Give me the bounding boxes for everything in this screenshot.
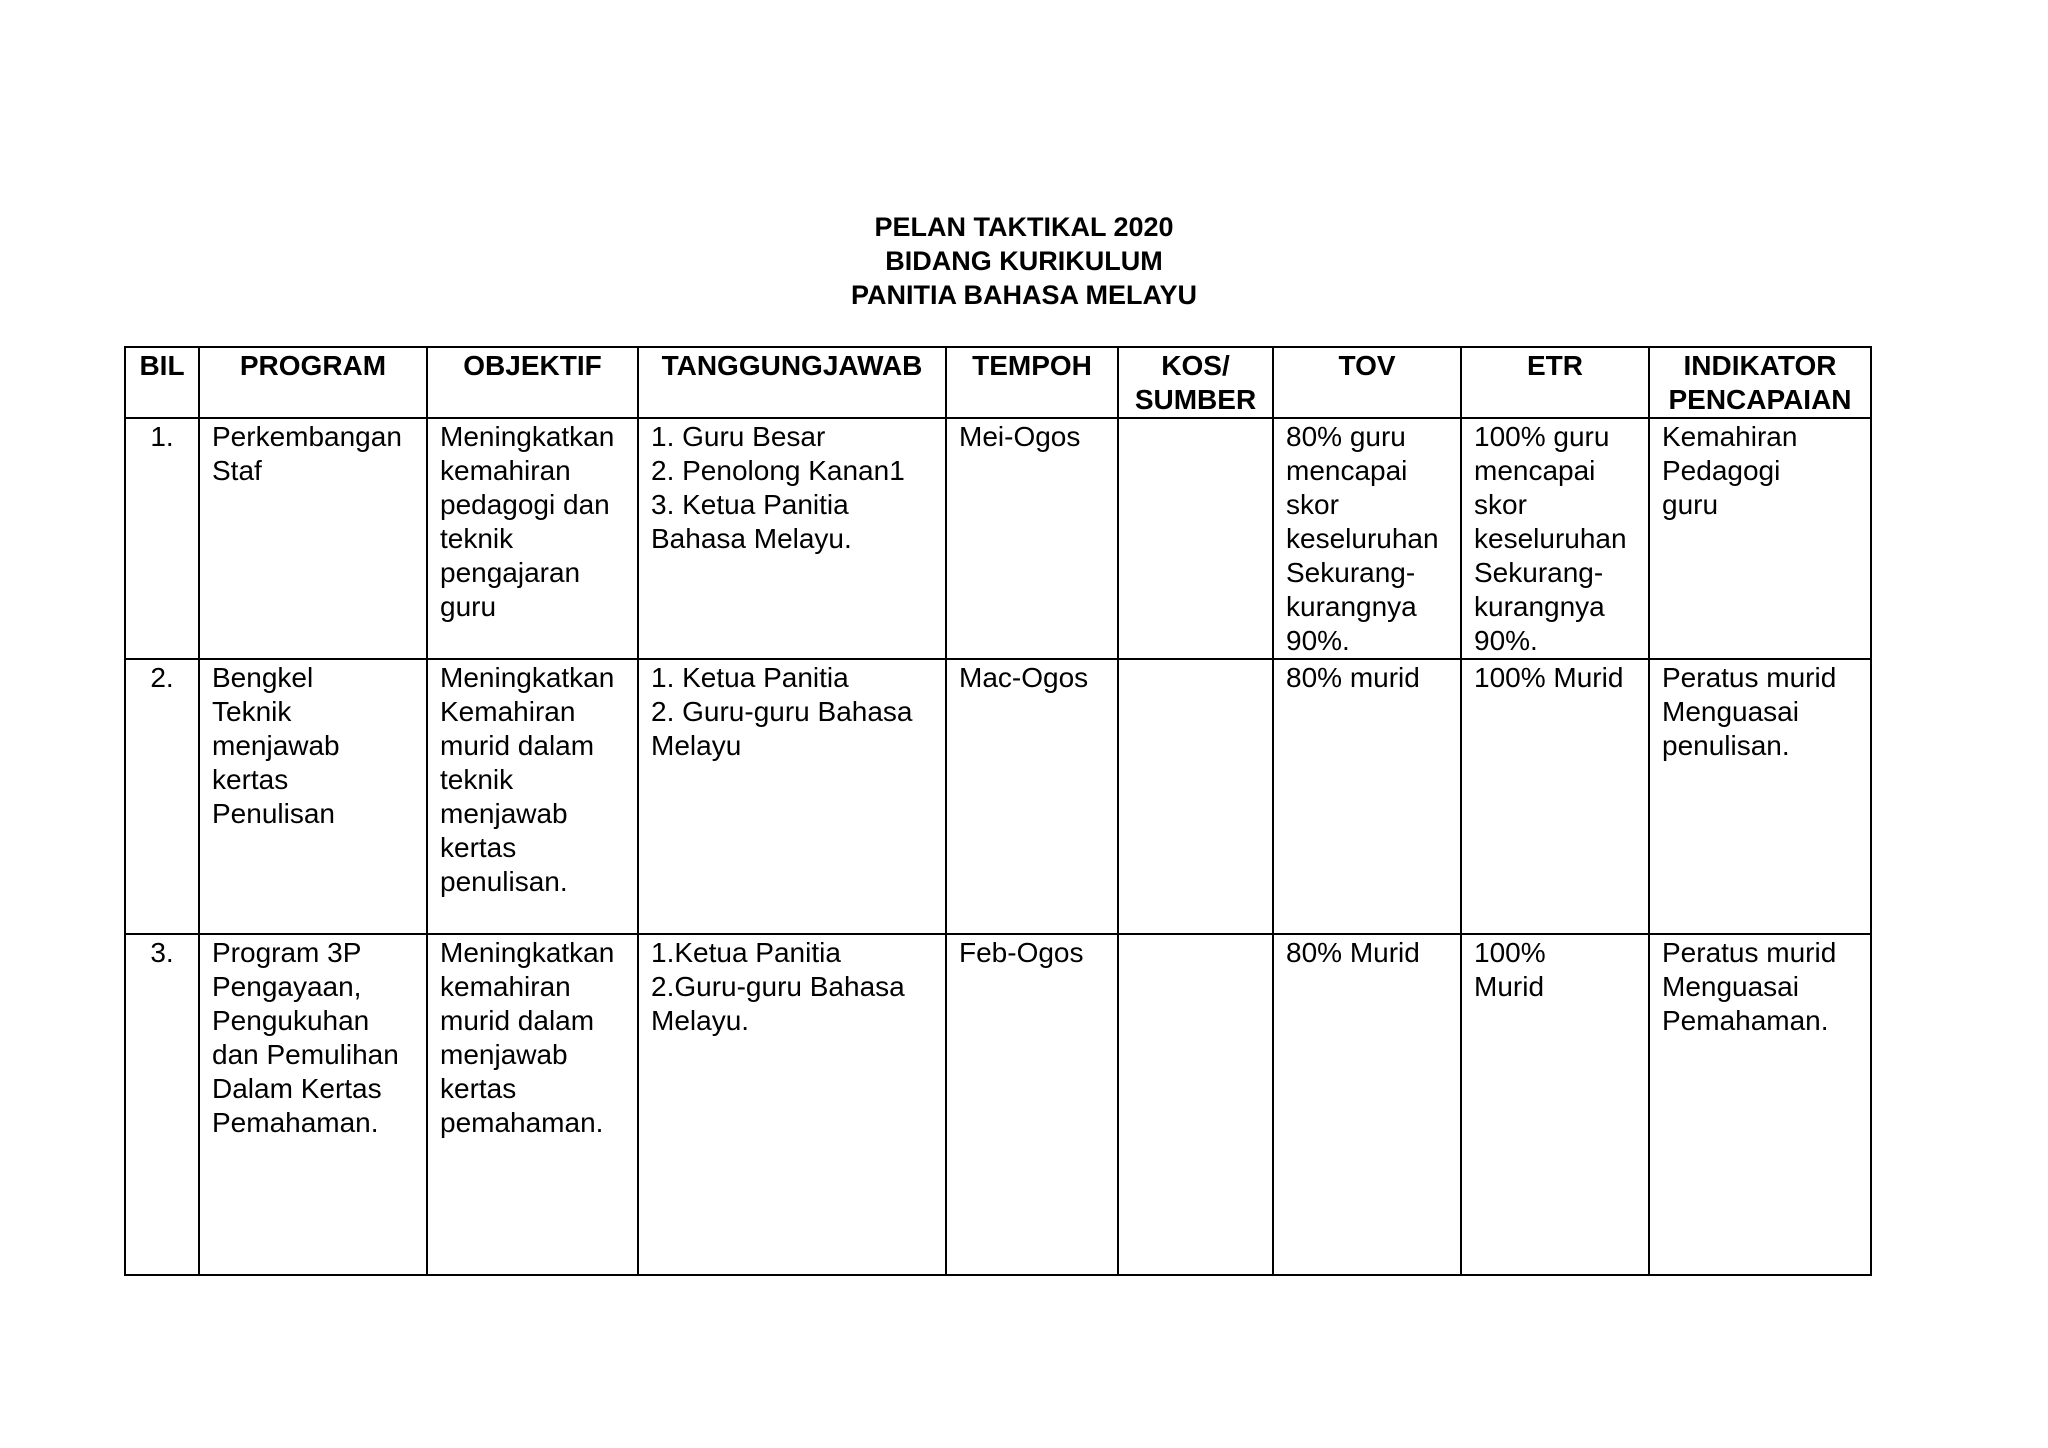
cell-indikator: Peratus murid Menguasai Pemahaman. [1649,934,1871,1275]
cell-tempoh: Mei-Ogos [946,418,1118,659]
cell-tempoh: Feb-Ogos [946,934,1118,1275]
cell-objektif: Meningkatkan kemahiran pedagogi dan teknik pengajaran guru [427,418,638,659]
cell-tov: 80% guru mencapai skor keseluruhan Sekurang- kurangnya 90%. [1273,418,1461,659]
header-objektif: OBJEKTIF [427,347,638,418]
header-bil: BIL [125,347,199,418]
header-tov: TOV [1273,347,1461,418]
cell-objektif: Meningkatkan kemahiran murid dalam menjawab kertas pemahaman. [427,934,638,1275]
header-indikator: INDIKATOR PENCAPAIAN [1649,347,1871,418]
cell-indikator: Kemahiran Pedagogi guru [1649,418,1871,659]
table-row [125,418,1871,659]
table-row [125,659,1871,934]
tactical-plan-table [124,346,1872,1276]
cell-tanggungjawab: 1. Guru Besar 2. Penolong Kanan1 3. Ketua Panitia Bahasa Melayu. [638,418,946,659]
title-line-2: BIDANG KURIKULUM [885,246,1163,276]
title-line-1: PELAN TAKTIKAL 2020 [874,212,1174,242]
document-title [0,210,2048,312]
cell-bil: 1. [125,418,199,659]
cell-bil: 3. [125,934,199,1275]
title-line-3: PANITIA BAHASA MELAYU [850,280,1198,310]
cell-etr: 100% Murid [1461,659,1649,934]
header-tempoh: TEMPOH [946,347,1118,418]
cell-indikator: Peratus murid Menguasai penulisan. [1649,659,1871,934]
cell-etr: 100% guru mencapai skor keseluruhan Sekurang- kurangnya 90%. [1461,418,1649,659]
cell-program: Perkembangan Staf [199,418,427,659]
header-tanggungjawab: TANGGUNGJAWAB [638,347,946,418]
header-kos-sumber: KOS/ SUMBER [1118,347,1273,418]
header-row [125,347,1871,418]
cell-bil: 2. [125,659,199,934]
cell-kos-sumber [1118,934,1273,1275]
cell-kos-sumber [1118,418,1273,659]
cell-kos-sumber [1118,659,1273,934]
header-etr: ETR [1461,347,1649,418]
cell-program: Bengkel Teknik menjawab kertas Penulisan [199,659,427,934]
header-program: PROGRAM [199,347,427,418]
cell-tempoh: Mac-Ogos [946,659,1118,934]
cell-tanggungjawab: 1. Ketua Panitia 2. Guru-guru Bahasa Melayu [638,659,946,934]
cell-etr: 100% Murid [1461,934,1649,1275]
cell-program: Program 3P Pengayaan, Pengukuhan dan Pemulihan Dalam Kertas Pemahaman. [199,934,427,1275]
table-row [125,934,1871,1275]
cell-tanggungjawab: 1.Ketua Panitia 2.Guru-guru Bahasa Melayu. [638,934,946,1275]
cell-tov: 80% murid [1273,659,1461,934]
cell-tov: 80% Murid [1273,934,1461,1275]
cell-objektif: Meningkatkan Kemahiran murid dalam teknik menjawab kertas penulisan. [427,659,638,934]
